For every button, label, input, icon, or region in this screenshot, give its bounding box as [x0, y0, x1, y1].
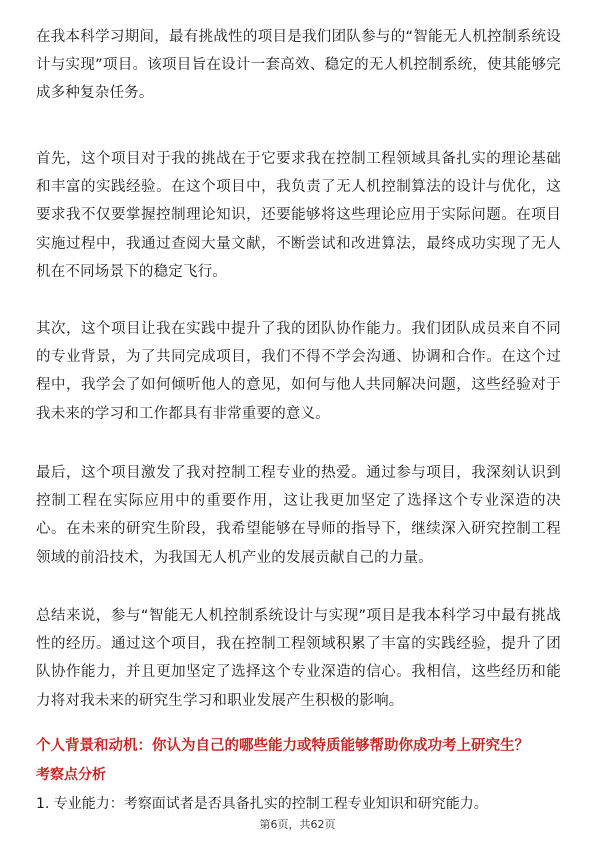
- paragraph-intro: 在我本科学习期间，最有挑战性的项目是我们团队参与的“智能无人机控制系统设计与实现”项目。该项目旨在设计一套高效、稳定的无人机控制系统，使其能够完成多种复杂任务。: [36, 29, 561, 102]
- list-item: 1. 专业能力：考察面试者是否具备扎实的控制工程专业知识和研究能力。: [36, 796, 488, 812]
- paragraph-last: 最后，这个项目激发了我对控制工程专业的热爱。通过参与项目，我深刻认识到控制工程在实际应用中的重要作用，这让我更加坚定了选择这个专业深造的决心。在未来的研究生阶段，我希望能够在导师的指导下，继续深入研究控制工程领域的前沿技术，为我国无人机产业的发展贡献自己的力量。: [36, 465, 561, 566]
- page-footer: 第6页，共62页: [259, 818, 336, 831]
- analysis-heading: 考察点分析: [36, 767, 106, 783]
- paragraph-second: 其次，这个项目让我在实践中提升了我的团队协作能力。我们团队成员来自不同的专业背景，为了共同完成项目，我们不得不学会沟通、协调和合作。在这个过程中，我学会了如何倾听他人的意见，如何与他人共同解决问题，这些经验对于我未来的学习和工作都具有非常重要的意义。: [36, 321, 561, 422]
- question-heading: 个人背景和动机：你认为自己的哪些能力或特质能够帮助你成功考上研究生？: [36, 738, 529, 754]
- paragraph-first: 首先，这个项目对于我的挑战在于它要求我在控制工程领域具备扎实的理论基础和丰富的实践经验。在这个项目中，我负责了无人机控制算法的设计与优化，这要求我不仅要掌握控制理论知识，还要能够将这些理论应用于实际问题。在项目实施过程中，我通过查阅大量文献，不断尝试和改进算法，最终成功实现了无人机在不同场景下的稳定飞行。: [36, 151, 561, 280]
- paragraph-summary: 总结来说，参与“智能无人机控制系统设计与实现”项目是我本科学习中最有挑战性的经历。通过这个项目，我在控制工程领域积累了丰富的实践经验，提升了团队协作能力，并且更加坚定了选择这个专业深造的信心。我相信，这些经历和能力将对我未来的研究生学习和职业发展产生积极的影响。: [36, 608, 561, 709]
